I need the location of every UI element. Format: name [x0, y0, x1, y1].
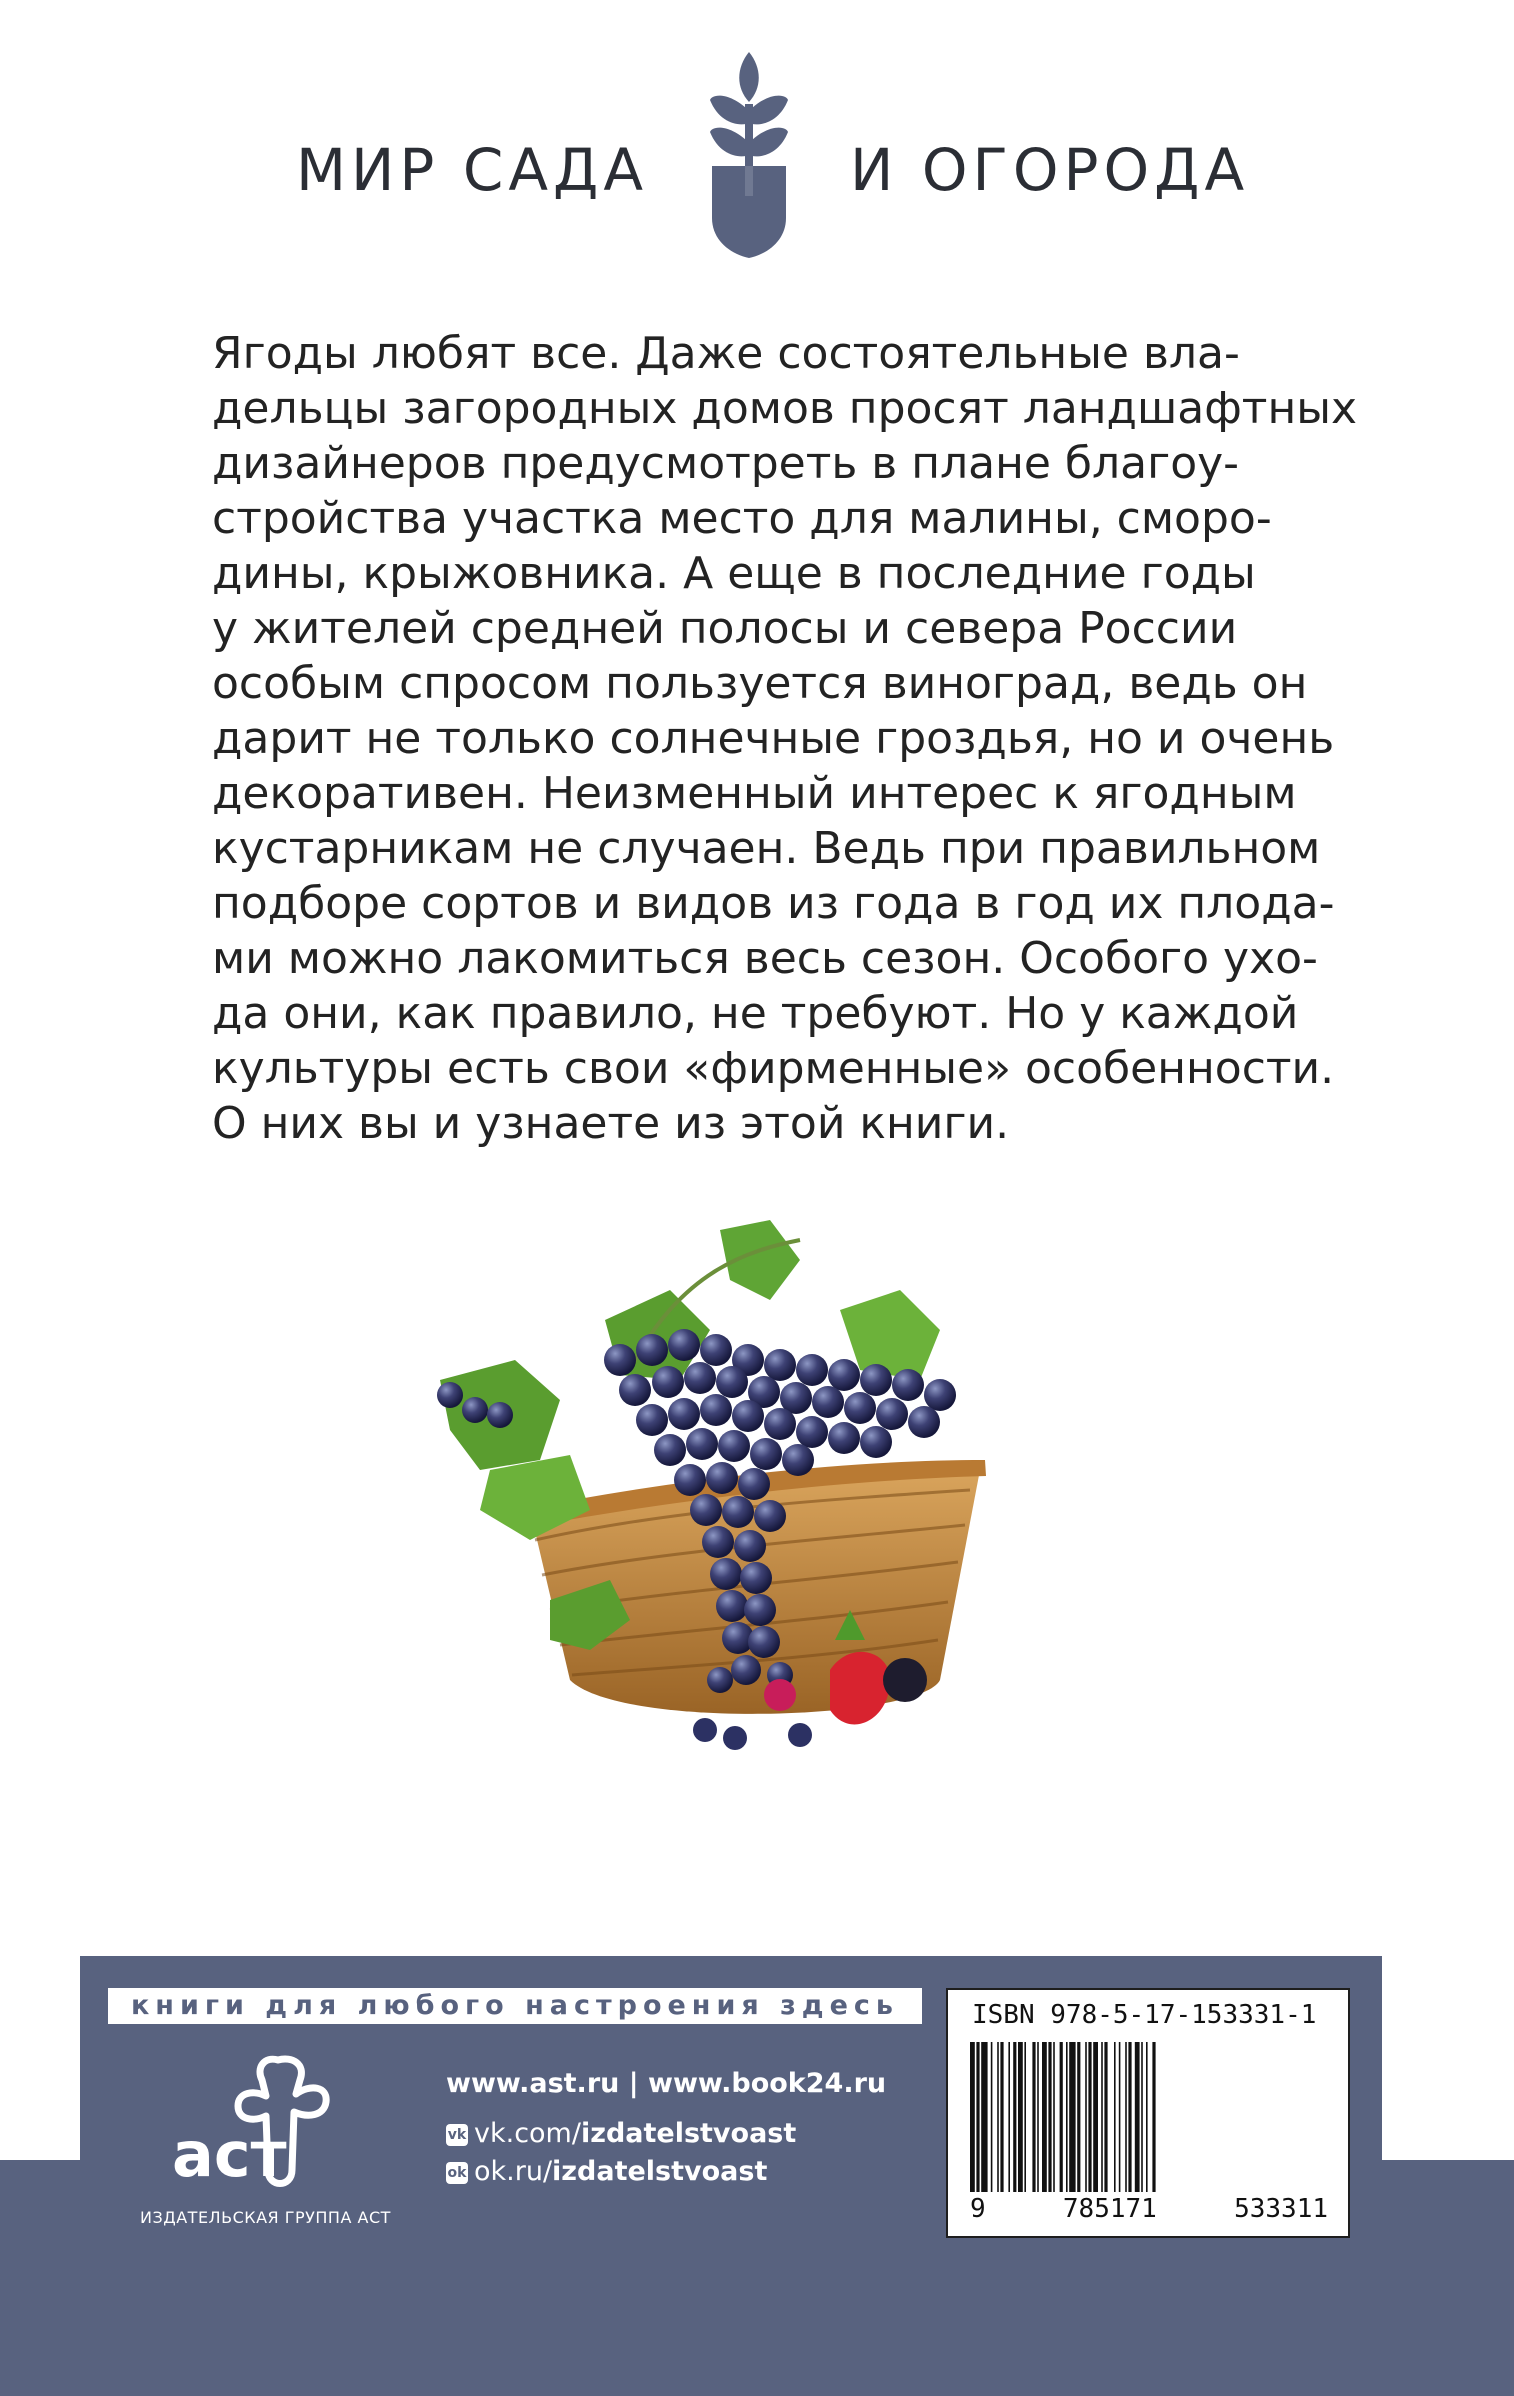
description-line: особым спросом пользуется виноград, ведь он [212, 658, 1308, 709]
vk-link-handle: izdatelstvoast [580, 2118, 797, 2149]
ok-link-prefix: ok.ru/ [474, 2156, 553, 2187]
barcode-graphic [970, 2042, 1328, 2192]
description-line: культуры есть свои «фирменные» особенности. [212, 1043, 1335, 1094]
series-title-left: МИР САДА [296, 136, 649, 204]
isbn-barcode-box [946, 1988, 1350, 2238]
description-line: ми можно лакомиться весь сезон. Особого ухо- [212, 933, 1318, 984]
grape-basket-illustration [420, 1210, 1020, 1810]
ast-logo-text: аст [172, 2118, 287, 2191]
description-line: да они, как правило, не требуют. Но у каждой [212, 988, 1299, 1039]
description-line: О них вы и узнаете из этой книги. [212, 1098, 1010, 1149]
description-line: декоративен. Неизменный интерес к ягодным [212, 768, 1297, 819]
description-line: кустарникам не случаен. Ведь при правильном [212, 823, 1321, 874]
book-description [212, 326, 1357, 1151]
ast-publisher-logo [168, 2050, 368, 2200]
vk-icon: vk [446, 2124, 468, 2146]
description-line: дизайнеров предусмотреть в плане благоу- [212, 438, 1240, 489]
description-line: дельцы загородных домов просят ландшафтных [212, 383, 1357, 434]
description-line: подборе сортов и видов из года в год их плода- [212, 878, 1335, 929]
description-line: стройства участка место для малины, сморо- [212, 493, 1272, 544]
description-line: у жителей средней полосы и севера России [212, 603, 1238, 654]
publisher-name: ИЗДАТЕЛЬСКАЯ ГРУППА АСТ [140, 2208, 391, 2227]
description-line: Ягоды любят все. Даже состоятельные вла- [212, 328, 1240, 379]
website-links[interactable]: www.ast.ru | www.book24.ru [446, 2068, 887, 2099]
ok-link-handle: izdatelstvoast [552, 2156, 768, 2187]
vk-link[interactable] [446, 2115, 886, 2153]
sprout-spade-icon [708, 48, 790, 260]
barcode-digit-group: 533311 [1234, 2194, 1328, 2224]
description-line: дины, крыжовника. А еще в последние годы [212, 548, 1256, 599]
barcode-digits [970, 2194, 1328, 2224]
social-links [446, 2115, 886, 2191]
ok-icon: ok [446, 2162, 468, 2184]
series-title-right: И ОГОРОДА [850, 136, 1250, 204]
ok-link[interactable] [446, 2153, 886, 2191]
isbn-number: ISBN 978-5-17-153331-1 [972, 2000, 1317, 2030]
barcode-digit-group: 785171 [1062, 2194, 1157, 2224]
publisher-links [446, 2068, 886, 2191]
description-line: дарит не только солнечные гроздья, но и очень [212, 713, 1335, 764]
barcode-digit-group: 9 [970, 2194, 986, 2224]
vk-link-prefix: vk.com/ [474, 2118, 581, 2149]
publisher-slogan: книги для любого настроения здесь [108, 1988, 922, 2024]
